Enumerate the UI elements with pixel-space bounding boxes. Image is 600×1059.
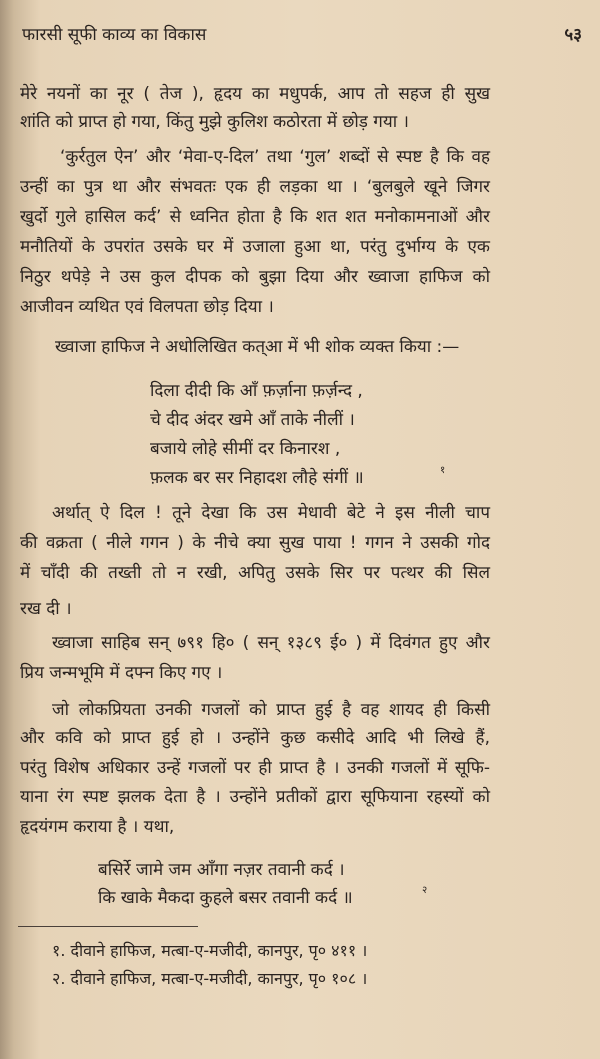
- verse-line: कि खाके मैकदा कुहले बसर तवानी कर्द ॥: [98, 888, 353, 908]
- verse-line: दिला दीदी कि आँ फ़र्ज़ाना फ़र्ज़न्द ,: [150, 381, 363, 401]
- text-line: में चाँदी की तख्ती तो न रखी, अपितु उसके सिर पर पत्थर की सिल: [20, 563, 490, 583]
- text-line: अर्थात् ऐ दिल ! तूने देखा कि उस मेधावी बेटे ने इस नीली चाप: [52, 503, 490, 523]
- text-line: ‘कुर्रतुल ऐन’ और ‘मेवा-ए-दिल’ तथा ‘गुल’ शब्दों से स्पष्ट है कि वह: [60, 147, 490, 167]
- text-line: जो लोकप्रियता उनकी गजलों को प्राप्त हुई है वह शायद ही किसी: [52, 700, 490, 720]
- page-number: ५३: [564, 25, 582, 45]
- text-line: प्रिय जन्मभूमि में दफ्न किए गए ।: [20, 663, 223, 683]
- text-line: और कवि को प्राप्त हुई हो । उन्होंने कुछ कसीदे आदि भी लिखे हैं,: [20, 728, 490, 748]
- text-line: हृदयंगम कराया है । यथा,: [20, 817, 175, 837]
- text-line: ख्वाजा साहिब सन् ७९१ हि० ( सन् १३८९ ई० ) में दिवंगत हुए और: [52, 633, 490, 653]
- footnote-ref: २: [422, 885, 428, 896]
- text-line: उन्हीं का पुत्र था और संभवतः एक ही लड़का था । ‘बुलबुले खूने जिगर: [20, 177, 490, 197]
- text-line: मनौतियों के उपरांत उसके घर में उजाला हुआ था, परंतु दुर्भाग्य के एक: [20, 237, 490, 257]
- text-line: मेरे नयनों का नूर ( तेज ), हृदय का मधुपर्क, आप तो सहज ही सुख: [20, 84, 490, 104]
- text-line: याना रंग स्पष्ट झलक देता है । उन्होंने प्रतीकों द्वारा सूफियाना रहस्यों को: [20, 787, 490, 807]
- text-line: खुर्दो गुले हासिल कर्द’ से ध्वनित होता है कि शत शत मनोकामनाओं और: [20, 207, 490, 227]
- text-line: शांति को प्राप्त हो गया, किंतु मुझे कुलिश कठोरता में छोड़ गया ।: [20, 112, 409, 132]
- footnote-ref: १: [440, 465, 446, 476]
- verse-line: फ़लक बर सर निहादश लौहे संगीं ॥: [150, 468, 364, 488]
- running-title: फारसी सूफी काव्य का विकास: [22, 25, 207, 45]
- text-line: रख दी ।: [20, 599, 72, 619]
- verse-line: बजाये लोहे सीमीं दर किनारश ,: [150, 439, 341, 459]
- footnote: १. दीवाने हाफिज, मत्बा-ए-मजीदी, कानपुर, पृ० ४११ ।: [52, 941, 368, 960]
- verse-line: चे दीद अंदर खमे आँ ताके नीलीं ।: [150, 410, 355, 430]
- text-line: निठुर थपेड़े ने उस कुल दीपक को बुझा दिया और ख्वाजा हाफिज को: [20, 267, 490, 287]
- text-line: आजीवन व्यथित एवं विलपता छोड़ दिया ।: [20, 297, 274, 317]
- text-line: की वक्रता ( नीले गगन ) के नीचे क्या सुख पाया ! गगन ने उसकी गोद: [20, 533, 490, 553]
- footnote: २. दीवाने हाफिज, मत्बा-ए-मजीदी, कानपुर, पृ० १०८ ।: [52, 969, 368, 988]
- footnote-divider: [18, 926, 198, 927]
- verse-line: बसिर्रे जामे जम आँगा नज़र तवानी कर्द ।: [98, 860, 345, 880]
- text-line: परंतु विशेष अधिकार उन्हें गजलों पर ही प्राप्त है । उनकी गजलों में सूफि-: [20, 758, 490, 778]
- text-line: ख्वाजा हाफिज ने अधोलिखित कत्आ में भी शोक व्यक्त किया :—: [55, 337, 460, 357]
